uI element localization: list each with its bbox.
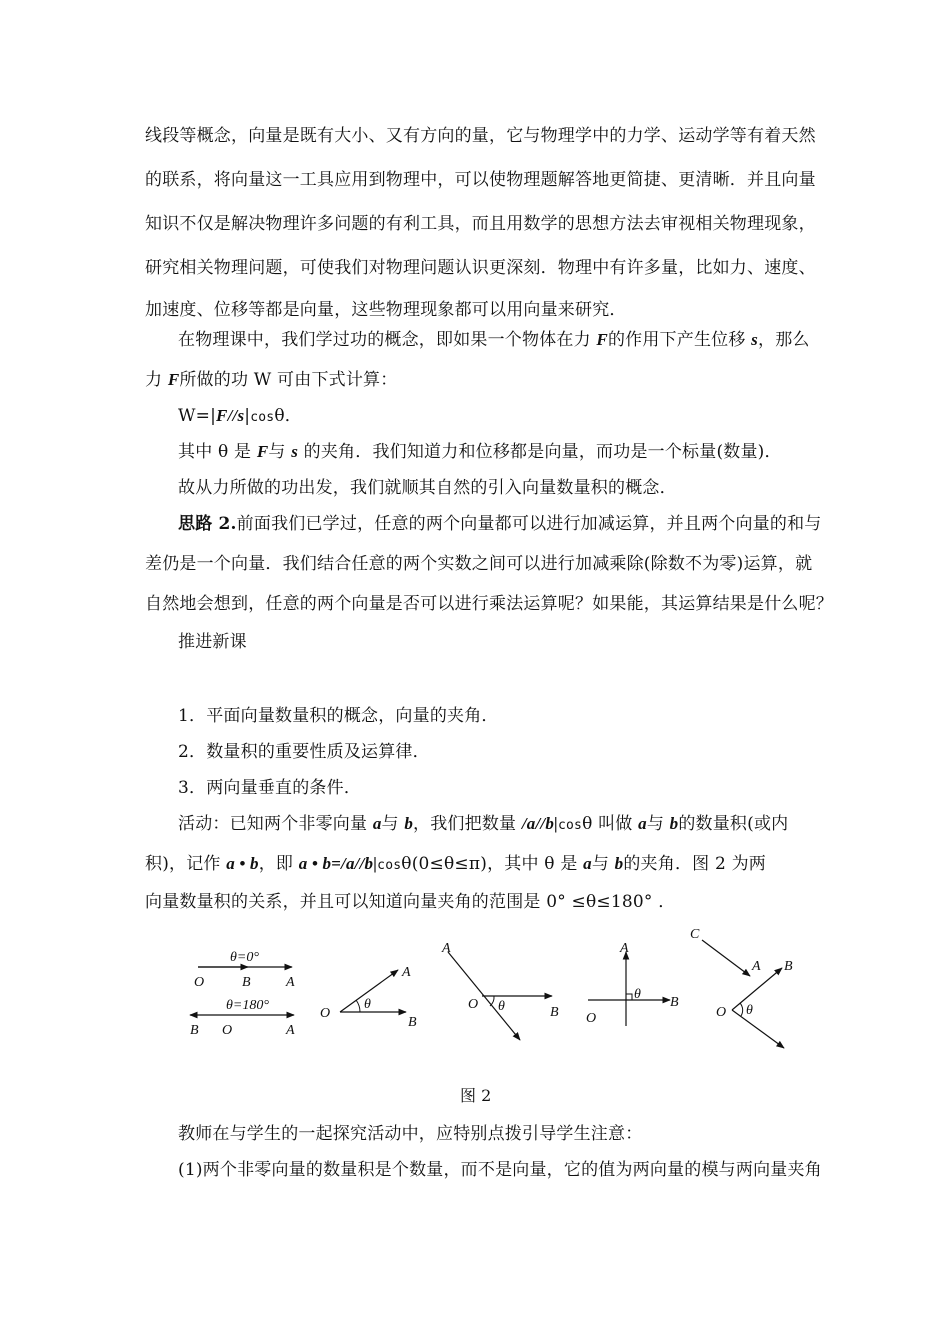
svg-text:A: A xyxy=(442,941,451,956)
text-line: 的联系，将向量这一工具应用到物理中，可以使物理题解答地更简捷、更清晰．并且向量 xyxy=(145,170,816,190)
svg-text:O: O xyxy=(716,1005,727,1020)
panel-acute xyxy=(320,965,417,1030)
figure-svg xyxy=(180,918,820,1058)
text-line: 力 F所做的功 W 可由下式计算： xyxy=(145,370,398,390)
text-line: 线段等概念，向量是既有大小、又有方向的量，它与物理学中的力学、运动学等有着天然 xyxy=(145,126,816,146)
list-item: 3．两向量垂直的条件． xyxy=(178,778,362,798)
svg-text:B: B xyxy=(670,995,679,1010)
panel-theta-zero xyxy=(194,950,295,990)
idea-label: 思路 2. xyxy=(178,514,237,534)
svg-text:B: B xyxy=(550,1005,559,1020)
svg-text:O: O xyxy=(586,1011,597,1026)
svg-text:A: A xyxy=(752,959,761,974)
section-title: 推进新课 xyxy=(178,632,247,652)
svg-text:θ: θ xyxy=(364,997,371,1012)
svg-text:B: B xyxy=(784,959,793,974)
text-line: 知识不仅是解决物理许多问题的有利工具，而且用数学的思想方法去审视相关物理现象， xyxy=(145,214,816,234)
svg-text:A: A xyxy=(402,965,411,980)
list-item: 1．平面向量数量积的概念，向量的夹角． xyxy=(178,706,499,726)
vector-angle-figure xyxy=(180,918,820,1058)
work-formula: W=|F//s|cosθ． xyxy=(178,406,302,426)
svg-text:θ=0°: θ=0° xyxy=(230,950,259,965)
svg-text:O: O xyxy=(194,975,205,990)
text-line: 研究相关物理问题，可使我们对物理问题认识更深刻．物理中有许多量，比如力、速度、 xyxy=(145,258,816,278)
svg-text:O: O xyxy=(320,1006,331,1021)
panel-theta-180 xyxy=(190,998,295,1038)
svg-text:A: A xyxy=(286,1023,295,1038)
text-line: 思路 2.前面我们已学过，任意的两个向量都可以进行加减运算，并且两个向量的和与 xyxy=(178,514,822,534)
panel-obtuse xyxy=(441,941,559,1040)
text-line: (1)两个非零向量的数量积是个数量，而不是向量，它的值为两向量的模与两向量夹角 xyxy=(178,1160,822,1180)
text-line: 向量数量积的关系，并且可以知道向量夹角的范围是 0° ≤θ≤180° ． xyxy=(145,892,676,912)
text-line: 教师在与学生的一起探究活动中，应特别点拨引导学生注意： xyxy=(178,1124,643,1144)
svg-text:O: O xyxy=(468,997,479,1012)
svg-text:B: B xyxy=(190,1023,199,1038)
text-line: 差仍是一个向量．我们结合任意的两个实数之间可以进行加减乘除(除数不为零)运算，就 xyxy=(145,554,813,574)
svg-text:B: B xyxy=(242,975,251,990)
text-line: 积)，记作 a • b，即 a • b=/a//b|cosθ(0≤θ≤π)，其中 θ 是 a与 b的夹角．图 2 为两 xyxy=(145,854,766,874)
list-item: 2．数量积的重要性质及运算律． xyxy=(178,742,430,762)
text-line: 在物理课中，我们学过功的概念，即如果一个物体在力 F的作用下产生位移 s，那么 xyxy=(178,330,810,350)
svg-text:O: O xyxy=(222,1023,233,1038)
vector-s: s xyxy=(751,330,758,349)
svg-text:θ: θ xyxy=(634,987,641,1002)
svg-text:B: B xyxy=(408,1015,417,1030)
figure-caption: 图 2 xyxy=(460,1086,492,1105)
panel-translated-vectors xyxy=(690,927,793,1048)
vector-f: F xyxy=(596,330,608,349)
svg-text:A: A xyxy=(620,941,629,956)
text-line: 其中 θ 是 F与 s 的夹角．我们知道力和位移都是向量，而功是一个标量(数量)． xyxy=(178,442,782,462)
svg-text:A: A xyxy=(286,975,295,990)
text-line: 自然地会想到，任意的两个向量是否可以进行乘法运算呢？如果能，其运算结果是什么呢？ xyxy=(145,594,833,614)
text-line: 活动：已知两个非零向量 a与 b，我们把数量 /a//b|cosθ 叫做 a与 b的数量积(或内 xyxy=(178,814,789,834)
svg-text:θ: θ xyxy=(746,1003,753,1018)
text-line: 故从力所做的功出发，我们就顺其自然的引入向量数量积的概念． xyxy=(178,478,677,498)
svg-text:θ: θ xyxy=(498,999,505,1014)
panel-right-angle xyxy=(586,941,679,1026)
text-line: 加速度、位移等都是向量，这些物理现象都可以用向量来研究． xyxy=(145,300,627,320)
svg-text:C: C xyxy=(690,927,700,942)
svg-text:θ=180°: θ=180° xyxy=(226,998,269,1013)
